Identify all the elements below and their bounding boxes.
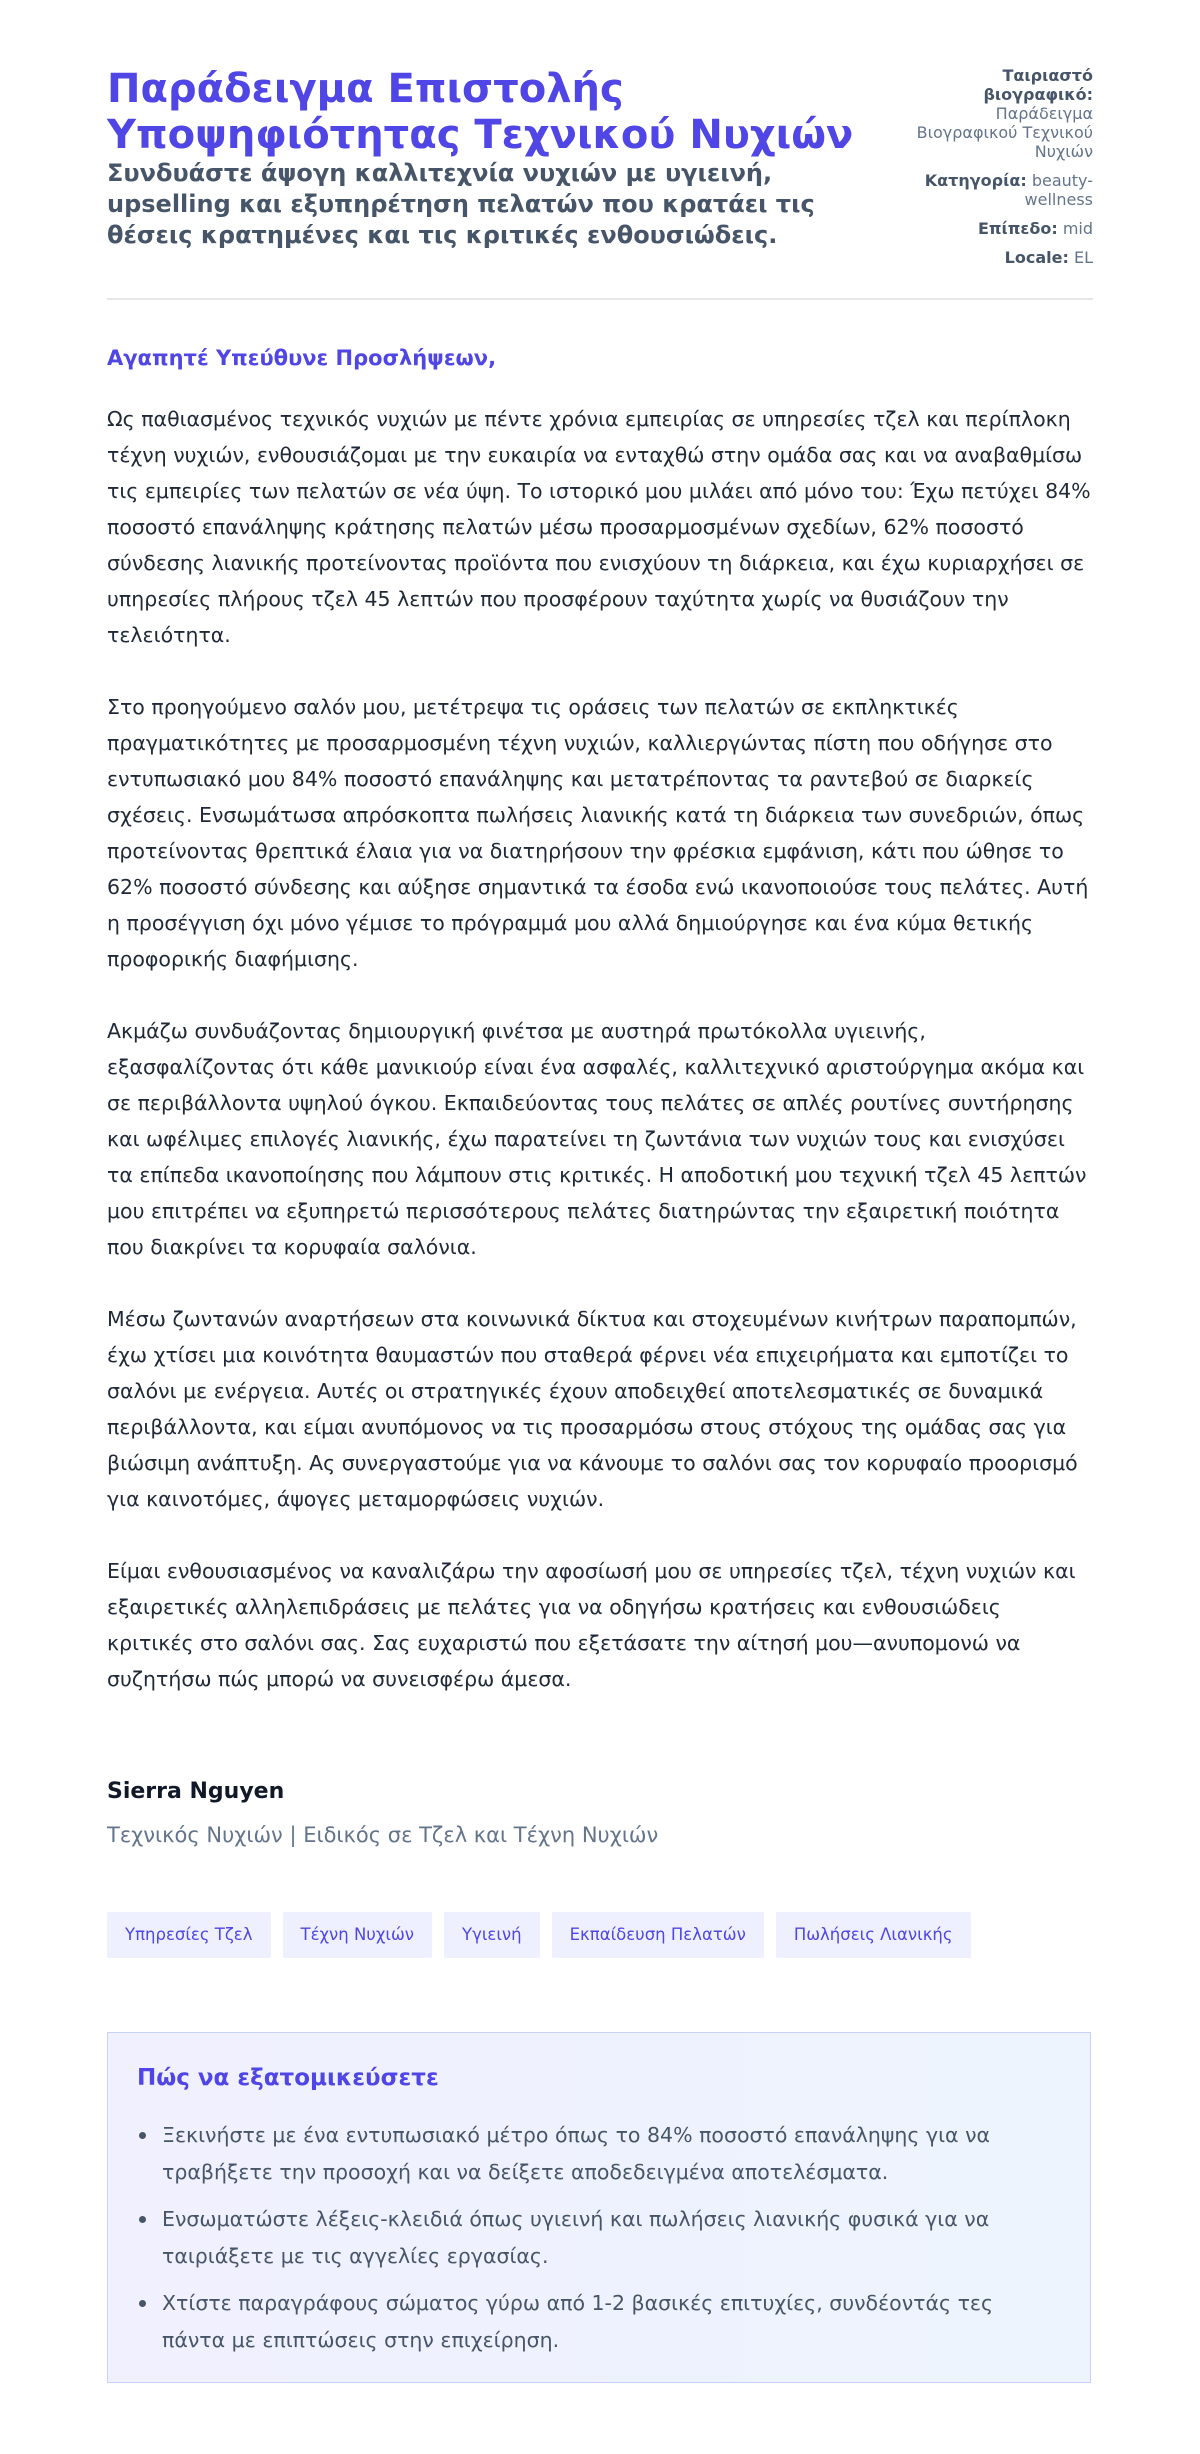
- meta-bio-value: Παράδειγμα Βιογραφικού Τεχνικού Νυχιών: [916, 104, 1093, 161]
- skill-tag: Πωλήσεις Λιανικής: [776, 1912, 971, 1958]
- tip-item: Ενσωματώστε λέξεις-κλειδιά όπως υγιεινή και πωλήσεις λιανικής φυσικά για να ταιριάξετε με τις αγγελίες εργασίας.: [162, 2201, 1062, 2275]
- signature-name: Sierra Nguyen: [107, 1779, 285, 1804]
- cover-letter-page: [107, 0, 1093, 2352]
- page-subtitle: Συνδυάστε άψογη καλλιτεχνία νυχιών με υγιεινή, upselling και εξυπηρέτηση πελατών που κρατάει τις θέσεις κρατημένες και τις κριτικές ενθουσιώδεις.: [107, 159, 815, 249]
- meta-level-value: mid: [1062, 219, 1093, 238]
- skill-tags: [107, 1912, 971, 1958]
- meta-locale-label: Locale:: [1004, 248, 1069, 267]
- meta-locale-value: EL: [1073, 248, 1093, 267]
- tips-list: [137, 2117, 1062, 2369]
- meta-level: [893, 219, 1093, 238]
- letter-paragraph: Είμαι ενθουσιασμένος να καναλιζάρω την αφοσίωσή μου σε υπηρεσίες τζελ, τέχνη νυχιών και εξαιρετικές αλληλεπιδράσεις με πελάτες για να οδηγήσω κρατήσεις και ενθουσιώδεις κριτικές στο σαλόνι σας. Σας ευχαριστώ που εξετάσατε την αίτησή μου—ανυπομονώ να συζητήσω πώς μπορώ να συνεισφέρω άμεσα.: [107, 1559, 1076, 1691]
- meta-bio: [893, 66, 1093, 161]
- meta-category-value: beauty-wellness: [1024, 171, 1093, 209]
- meta-level-label: Επίπεδο:: [977, 219, 1058, 238]
- tip-item: Ξεκινήστε με ένα εντυπωσιακό μέτρο όπως το 84% ποσοστό επανάληψης για να τραβήξετε την προσοχή και να δείξετε αποδεδειγμένα αποτελέσματα.: [162, 2117, 1062, 2191]
- meta-bio-label: Ταιριαστό βιογραφικό:: [983, 66, 1093, 104]
- meta-locale: [893, 248, 1093, 267]
- letter-paragraph: Στο προηγούμενο σαλόν μου, μετέτρεψα τις οράσεις των πελατών σε εκπληκτικές πραγματικότητες με προσαρμοσμένη τέχνη νυχιών, καλλιεργώντας πίστη που οδήγησε στο εντυπωσιακό μου 84% ποσοστό επανάληψης και μετατρέποντας τα ραντεβού σε διαρκείς σχέσεις. Ενσωμάτωσα απρόσκοπτα πωλήσεις λιανικής κατά τη διάρκεια των συνεδριών, όπως προτείνοντας θρεπτικά έλαια για να διατηρήσουν την φρέσκια εμφάνιση, κάτι που ώθησε το 62% ποσοστό σύνδεσης και αύξησε σημαντικά τα έσοδα ενώ ικανοποιούσε τους πελάτες. Αυτή η προσέγγιση όχι μόνο γέμισε το πρόγραμμά μου αλλά δημιούργησε και ένα κύμα θετικής προφορικής διαφήμισης.: [107, 695, 1089, 971]
- skill-tag: Υπηρεσίες Τζελ: [107, 1912, 271, 1958]
- customization-tips-box: [107, 2032, 1091, 2383]
- tips-title: Πώς να εξατομικεύσετε: [137, 2065, 439, 2091]
- letter-paragraph: Ως παθιασμένος τεχνικός νυχιών με πέντε χρόνια εμπειρίας σε υπηρεσίες τζελ και περίπλοκη τέχνη νυχιών, ενθουσιάζομαι με την ευκαιρία να ενταχθώ στην ομάδα σας και να αναβαθμίσω τις εμπειρίες των πελατών σε νέα ύψη. Το ιστορικό μου μιλάει από μόνο του: Έχω πετύχει 84% ποσοστό επανάληψης κράτησης πελατών μέσω προσαρμοσμένων σχεδίων, 62% ποσοστό σύνδεσης λιανικής προτείνοντας προϊόντα που ενισχύουν τη διάρκεια, και έχω κυριαρχήσει σε υπηρεσίες πλήρους τζελ 45 λεπτών που προσφέρουν ταχύτητα χωρίς να θυσιάζουν την τελειότητα.: [107, 407, 1091, 647]
- skill-tag: Τέχνη Νυχιών: [283, 1912, 433, 1958]
- tip-item: Χτίστε παραγράφους σώματος γύρω από 1-2 βασικές επιτυχίες, συνδέοντάς τες πάντα με επιπτώσεις στην επιχείρηση.: [162, 2285, 1062, 2359]
- letter-header: [107, 0, 1093, 300]
- letter-paragraph: Ακμάζω συνδυάζοντας δημιουργική φινέτσα με αυστηρά πρωτόκολλα υγιεινής, εξασφαλίζοντας ότι κάθε μανικιούρ είναι ένα ασφαλές, καλλιτεχνικό αριστούργημα ακόμα και σε περιβάλλοντα υψηλού όγκου. Εκπαιδεύοντας τους πελάτες σε απλές ρουτίνες συντήρησης και ωφέλιμες επιλογές λιανικής, έχω παρατείνει τη ζωντάνια των νυχιών τους και ενισχύσει τα επίπεδα ικανοποίησης που λάμπουν στις κριτικές. Η αποδοτική μου τεχνική τζελ 45 λεπτών μου επιτρέπει να εξυπηρετώ περισσότερους πελάτες διατηρώντας την εξαιρετική ποιότητα που διακρίνει τα κορυφαία σαλόνια.: [107, 1019, 1087, 1259]
- meta-panel: [893, 66, 1093, 277]
- skill-tag: Εκπαίδευση Πελατών: [552, 1912, 764, 1958]
- letter-greeting: Αγαπητέ Υπεύθυνε Προσλήψεων,: [107, 346, 497, 370]
- meta-category: [893, 171, 1093, 209]
- letter-body: [107, 401, 1093, 1733]
- skill-tag: Υγιεινή: [444, 1912, 540, 1958]
- meta-category-label: Κατηγορία:: [924, 171, 1027, 190]
- page-title: Παράδειγμα Επιστολής Υποψηφιότητας Τεχνικού Νυχιών: [107, 66, 854, 158]
- signature-role: Τεχνικός Νυχιών | Ειδικός σε Τζελ και Τέχνη Νυχιών: [107, 1823, 659, 1847]
- letter-paragraph: Μέσω ζωντανών αναρτήσεων στα κοινωνικά δίκτυα και στοχευμένων κινήτρων παραπομπών, έχω χτίσει μια κοινότητα θαυμαστών που σταθερά φέρνει νέα επιχειρήματα και εμποτίζει το σαλόνι με ενέργεια. Αυτές οι στρατηγικές έχουν αποδειχθεί αποτελεσματικές σε δυναμικά περιβάλλοντα, και είμαι ανυπόμονος να τις προσαρμόσω στους στόχους της ομάδας σας για βιώσιμη ανάπτυξη. Ας συνεργαστούμε για να κάνουμε το σαλόνι σας τον κορυφαίο προορισμό για καινοτόμες, άψογες μεταμορφώσεις νυχιών.: [107, 1307, 1078, 1511]
